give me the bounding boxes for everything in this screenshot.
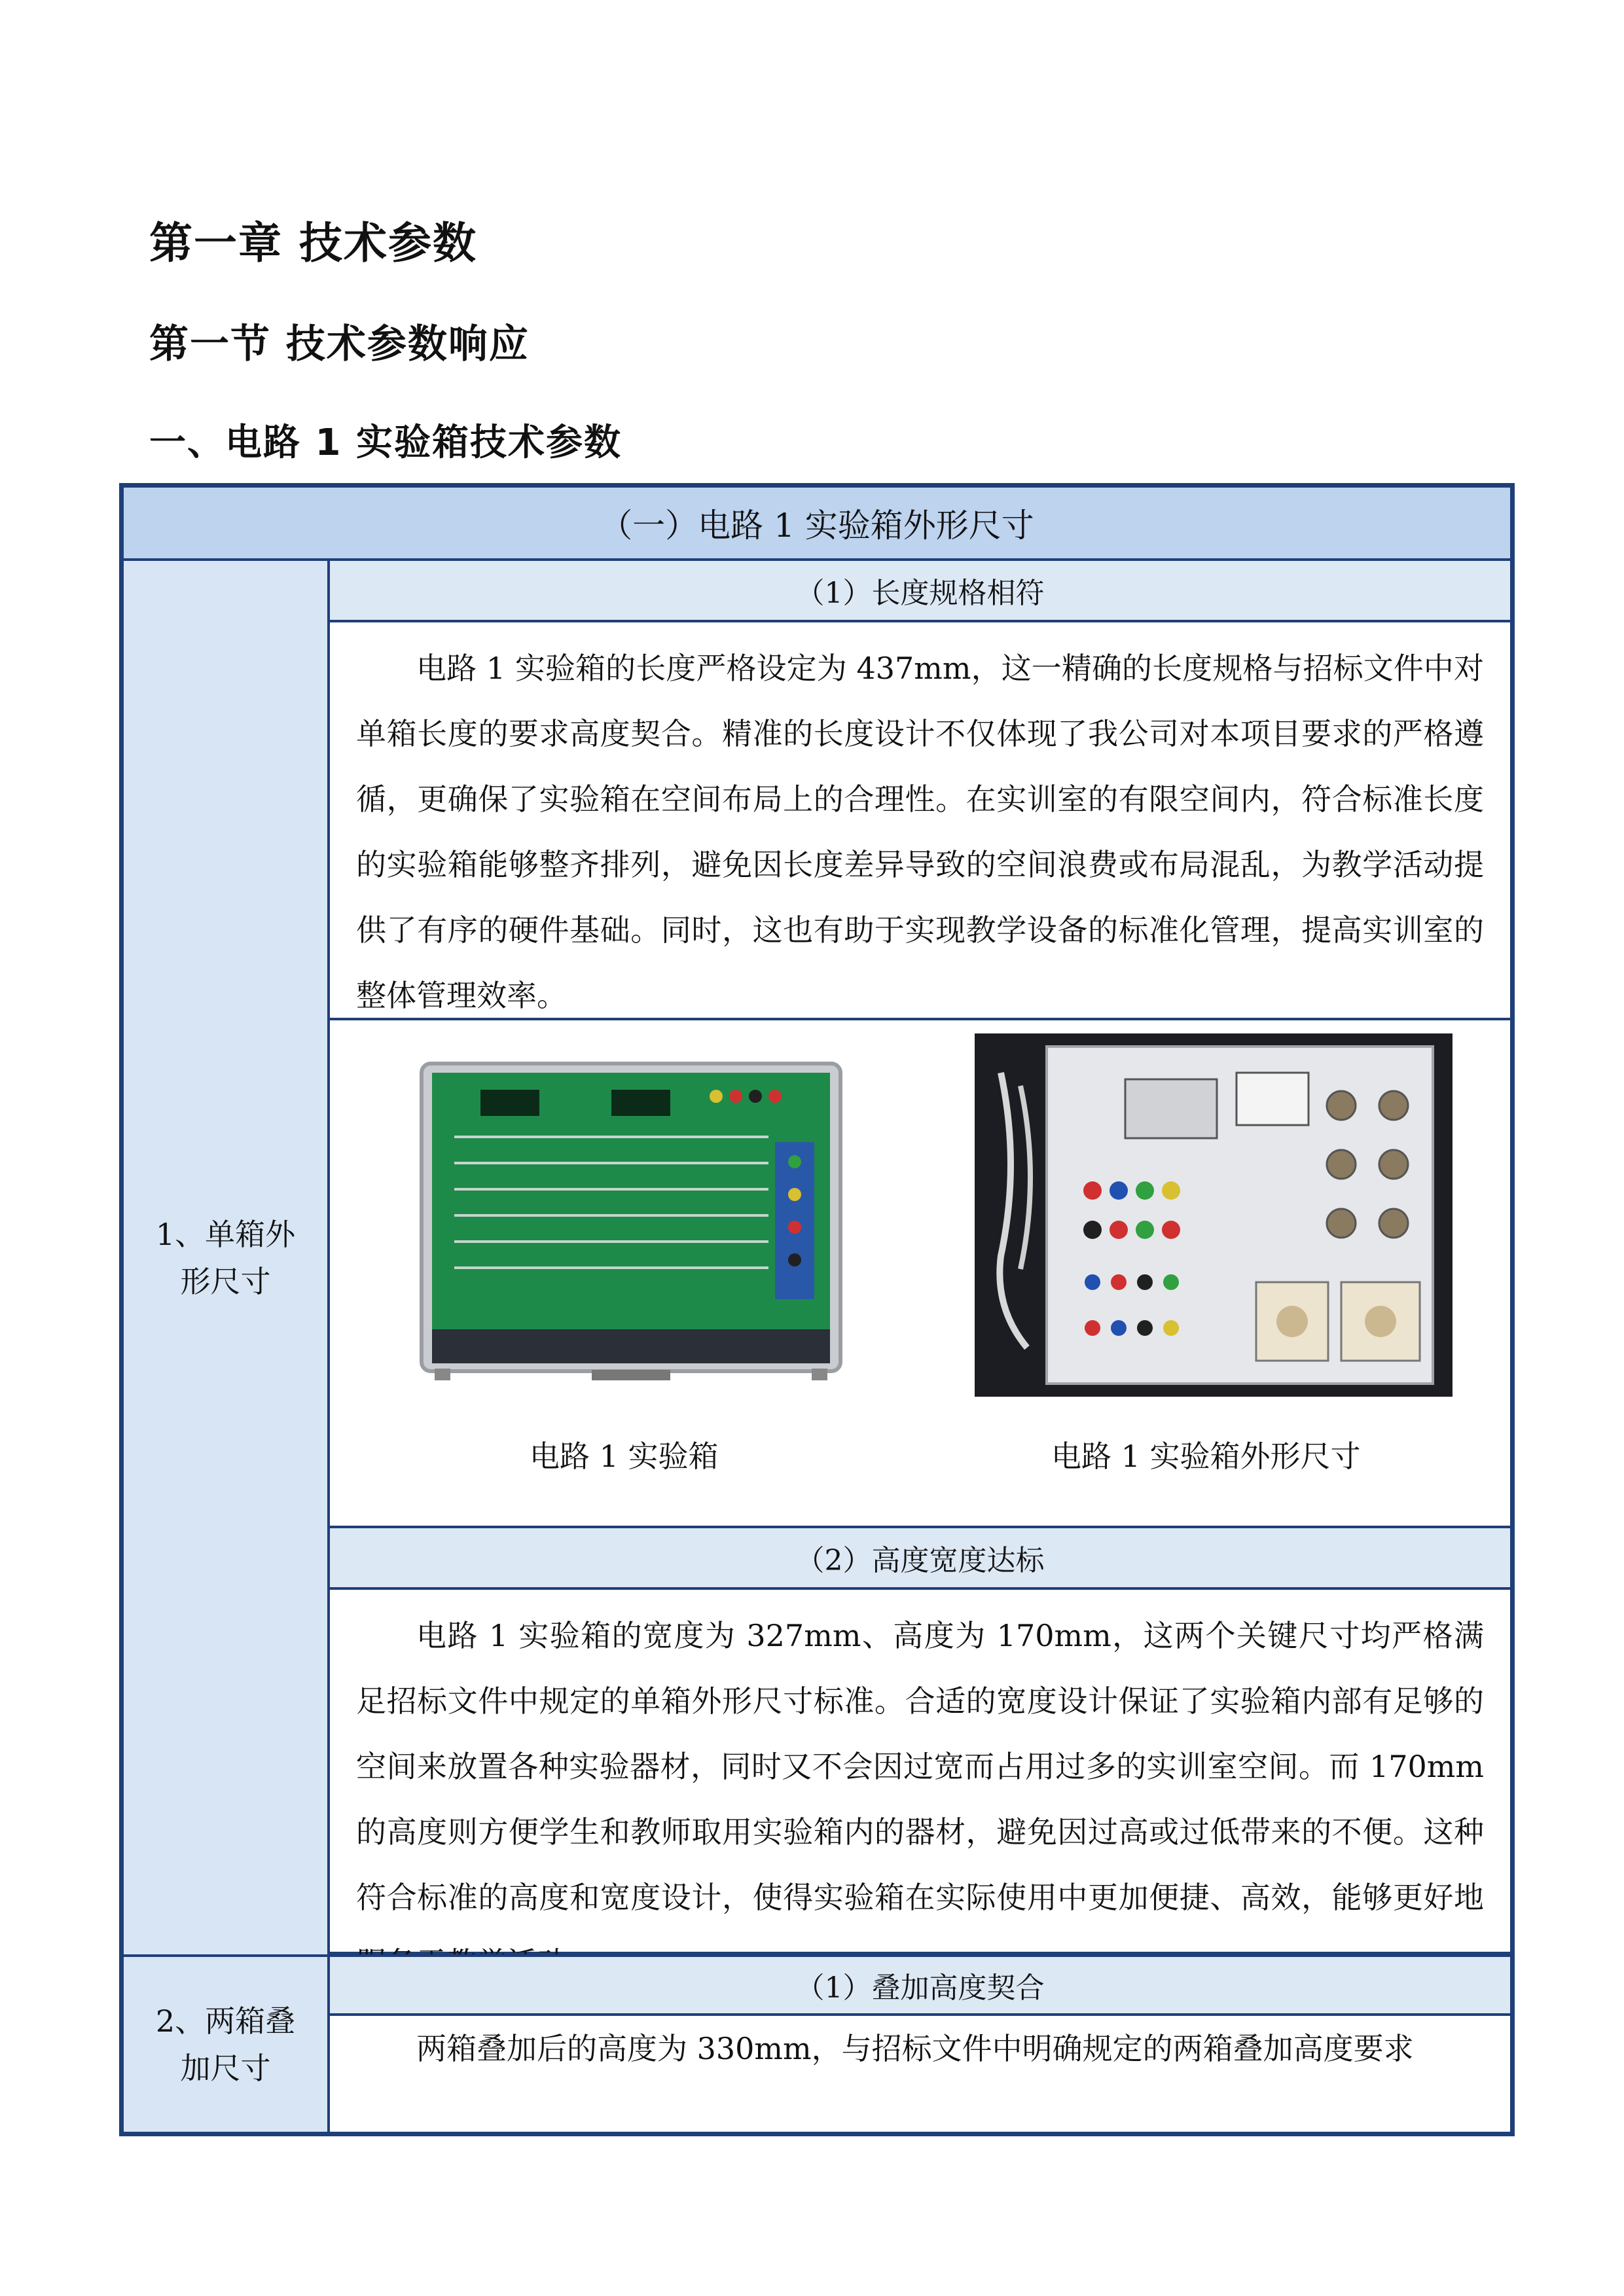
group-label-stacked [124,1954,330,2132]
experiment-box-photo [408,1044,854,1384]
spec-table [119,483,1515,2136]
chapter-title: 第一章 技术参数 [149,218,477,268]
item-title-height-width: （2）高度宽度达标 [330,1528,1510,1590]
image-row [330,1020,1510,1528]
table-header: （一）电路 1 实验箱外形尺寸 [124,488,1510,561]
subsection-title: 一、电路 1 实验箱技术参数 [149,422,622,464]
item-text-length: 电路 1 实验箱的长度严格设定为 437mm，这一精确的长度规格与招标文件中对单箱长度的要求高度契合。精准的长度设计不仅体现了我公司对本项目要求的严格遵循，更确保了实验箱在空间布局上的合理性。在实训室的有限空间内，符合标准长度的实验箱能够整齐排列，避免因长度差异导致的空间浪费或布局混乱，为教学活动提供了有序的硬件基础。同时，这也有助于实现教学设备的标准化管理，提高实训室的整体管理效率。 [330,622,1510,1020]
group-label-line: 形尺寸 [180,1263,271,1299]
item-title-stack-height: （1）叠加高度契合 [330,1954,1510,2016]
group-label-line: 2、两箱叠 [155,2003,296,2039]
item-title-length: （1）长度规格相符 [330,561,1510,622]
section-title: 第一节 技术参数响应 [149,321,530,367]
group-label-single-box [124,561,330,1954]
group-label-line: 加尺寸 [180,2050,271,2086]
item-text-stack-height: 两箱叠加后的高度为 330mm，与招标文件中明确规定的两箱叠加高度要求 [416,2031,1414,2066]
item-text-height-width: 电路 1 实验箱的宽度为 327mm、高度为 170mm，这两个关键尺寸均严格满足招标文件中规定的单箱外形尺寸标准。合适的宽度设计保证了实验箱内部有足够的空间来放置各种实验器材，同时又不会因过宽而占用过多的实训室空间。而 170mm 的高度则方便学生和教师取用实验箱内的器材，避免因过高或过低带来的不便。这种符合标准的高度和宽度设计，使得实验箱在实际使用中更加便捷、高效，能够更好地 [330,1590,1510,1954]
dimensions-photo [975,1033,1453,1397]
group-label-line: 1、单箱外 [155,1216,296,1252]
image-caption: 电路 1 实验箱 [530,1439,719,1474]
image-caption: 电路 1 实验箱外形尺寸 [1051,1439,1361,1474]
